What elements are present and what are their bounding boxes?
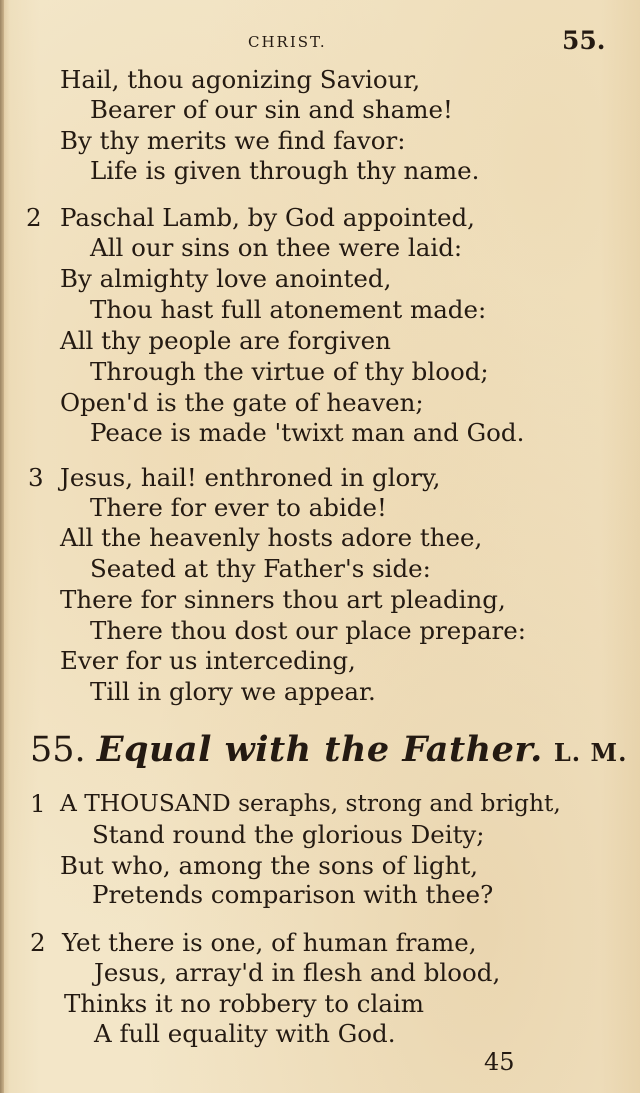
verse-line: Yet there is one, of human frame, [62,928,477,957]
verse-line: There for ever to abide! [90,493,387,522]
hymn-number: 55. [30,730,86,770]
verse-line: Paschal Lamb, by God appointed, [60,203,475,232]
verse-line: Seated at thy Father's side: [90,554,431,583]
verse-line: All thy people are forgiven [60,326,391,355]
verse-line: Life is given through thy name. [90,156,480,185]
verse-line: Through the virtue of thy blood; [90,357,489,386]
verse-line: Till in glory we appear. [90,677,376,706]
verse-line: There for sinners thou art pleading, [60,585,506,614]
verse-line: Stand round the glorious Deity; [92,820,485,849]
stanza-number: 3 [28,463,44,492]
hymn-heading [30,728,627,775]
verse-line: Ever for us interceding, [60,646,356,675]
page-edge [0,0,4,1093]
hymn-title: Equal with the Father. [96,729,543,770]
verse-line: Hail, thou agonizing Saviour, [60,65,421,94]
verse-line: A THOUSAND seraphs, strong and bright, [60,790,561,817]
verse-line: By thy merits we find favor: [60,126,406,155]
stanza-number: 2 [30,928,46,957]
verse-line: All our sins on thee were laid: [90,233,463,262]
verse-line: Peace is made 'twixt man and God. [90,418,525,447]
verse-line: Thinks it no robbery to claim [64,989,425,1018]
verse-line: Jesus, hail! enthroned in glory, [60,463,441,492]
verse-line: Open'd is the gate of heaven; [60,388,424,417]
stanza-number: 2 [26,203,42,232]
running-head: CHRIST. [248,33,327,51]
verse-line: All the heavenly hosts adore thee, [60,523,483,552]
verse-line: Thou hast full atonement made: [90,295,487,324]
stanza-number: 1 [30,789,46,818]
page-label: 55. [562,26,606,55]
verse-line: Pretends comparison with thee? [92,880,494,909]
verse-line: A full equality with God. [94,1019,396,1048]
page-number: 45 [484,1048,515,1076]
verse-line: Jesus, array'd in flesh and blood, [94,958,501,987]
verse-line: By almighty love anointed, [60,264,392,293]
verse-line: But who, among the sons of light, [60,851,479,880]
verse-line: There thou dost our place prepare: [90,616,527,645]
hymn-meter: L. M. [553,738,628,767]
verse-line: Bearer of our sin and shame! [90,95,453,124]
